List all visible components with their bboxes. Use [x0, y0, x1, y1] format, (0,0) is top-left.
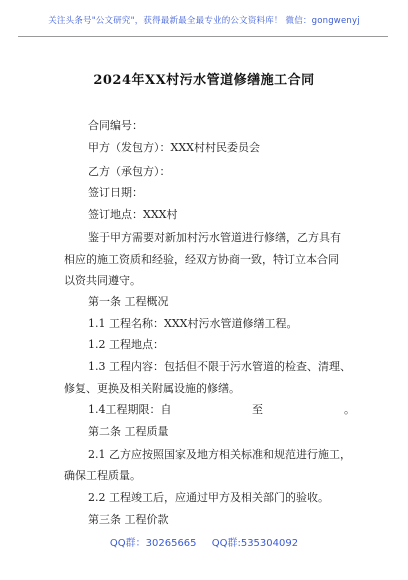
article-heading: 第一条 工程概况	[88, 295, 169, 308]
qq-group-2: QQ群:535304092	[211, 538, 299, 549]
clause-line: 1.2 工程地点：	[88, 338, 164, 351]
party-b-line: 乙方（承包方）：	[88, 165, 171, 178]
clause-line: 1.1 工程名称：XXX村污水管道修缮工程。	[88, 317, 298, 330]
article-heading: 第三条 工程价款	[88, 513, 169, 526]
document-title: 2024年XX村污水管道修缮施工合同	[93, 73, 315, 88]
clause-line: 1.3 工程内容：包括但不限于污水管道的检查、清理、	[88, 360, 351, 373]
contract-number-line: 合同编号：	[88, 119, 143, 132]
header-note: 关注头条号"公文研究"，获得最新最全最专业的公文资料库！ 微信：gongwenyj	[48, 16, 360, 26]
sign-place-line: 签订地点：XXX村	[88, 208, 178, 221]
footer-contacts	[0, 534, 408, 549]
clause-line: 。	[344, 403, 355, 416]
clause-line: 确保工程质量。	[64, 469, 141, 482]
clause-line: 2.2 工程竣工后，应通过甲方及相关部门的验收。	[88, 491, 329, 504]
preamble-line: 鉴于甲方需要对新加村污水管道进行修缮，乙方具有	[88, 231, 341, 244]
clause-line: 1.4工程期限：自	[88, 403, 172, 416]
clause-line: 至	[252, 403, 263, 416]
qq-group-1: QQ群：30265665	[109, 538, 197, 549]
preamble-line: 相应的施工资质和经验，经双方协商一致，特订立本合同	[64, 253, 339, 266]
clause-line: 2.1 乙方应按照国家及地方相关标准和规范进行施工，	[88, 448, 351, 461]
sign-date-line: 签订日期：	[88, 186, 143, 199]
preamble-line: 以资共同遵守。	[64, 274, 141, 287]
header-divider	[18, 36, 388, 37]
party-a-line: 甲方（发包方）：XXX村村民委员会	[88, 141, 260, 154]
article-heading: 第二条 工程质量	[88, 425, 169, 438]
clause-line: 修复、更换及相关附属设施的修缮。	[64, 382, 240, 395]
